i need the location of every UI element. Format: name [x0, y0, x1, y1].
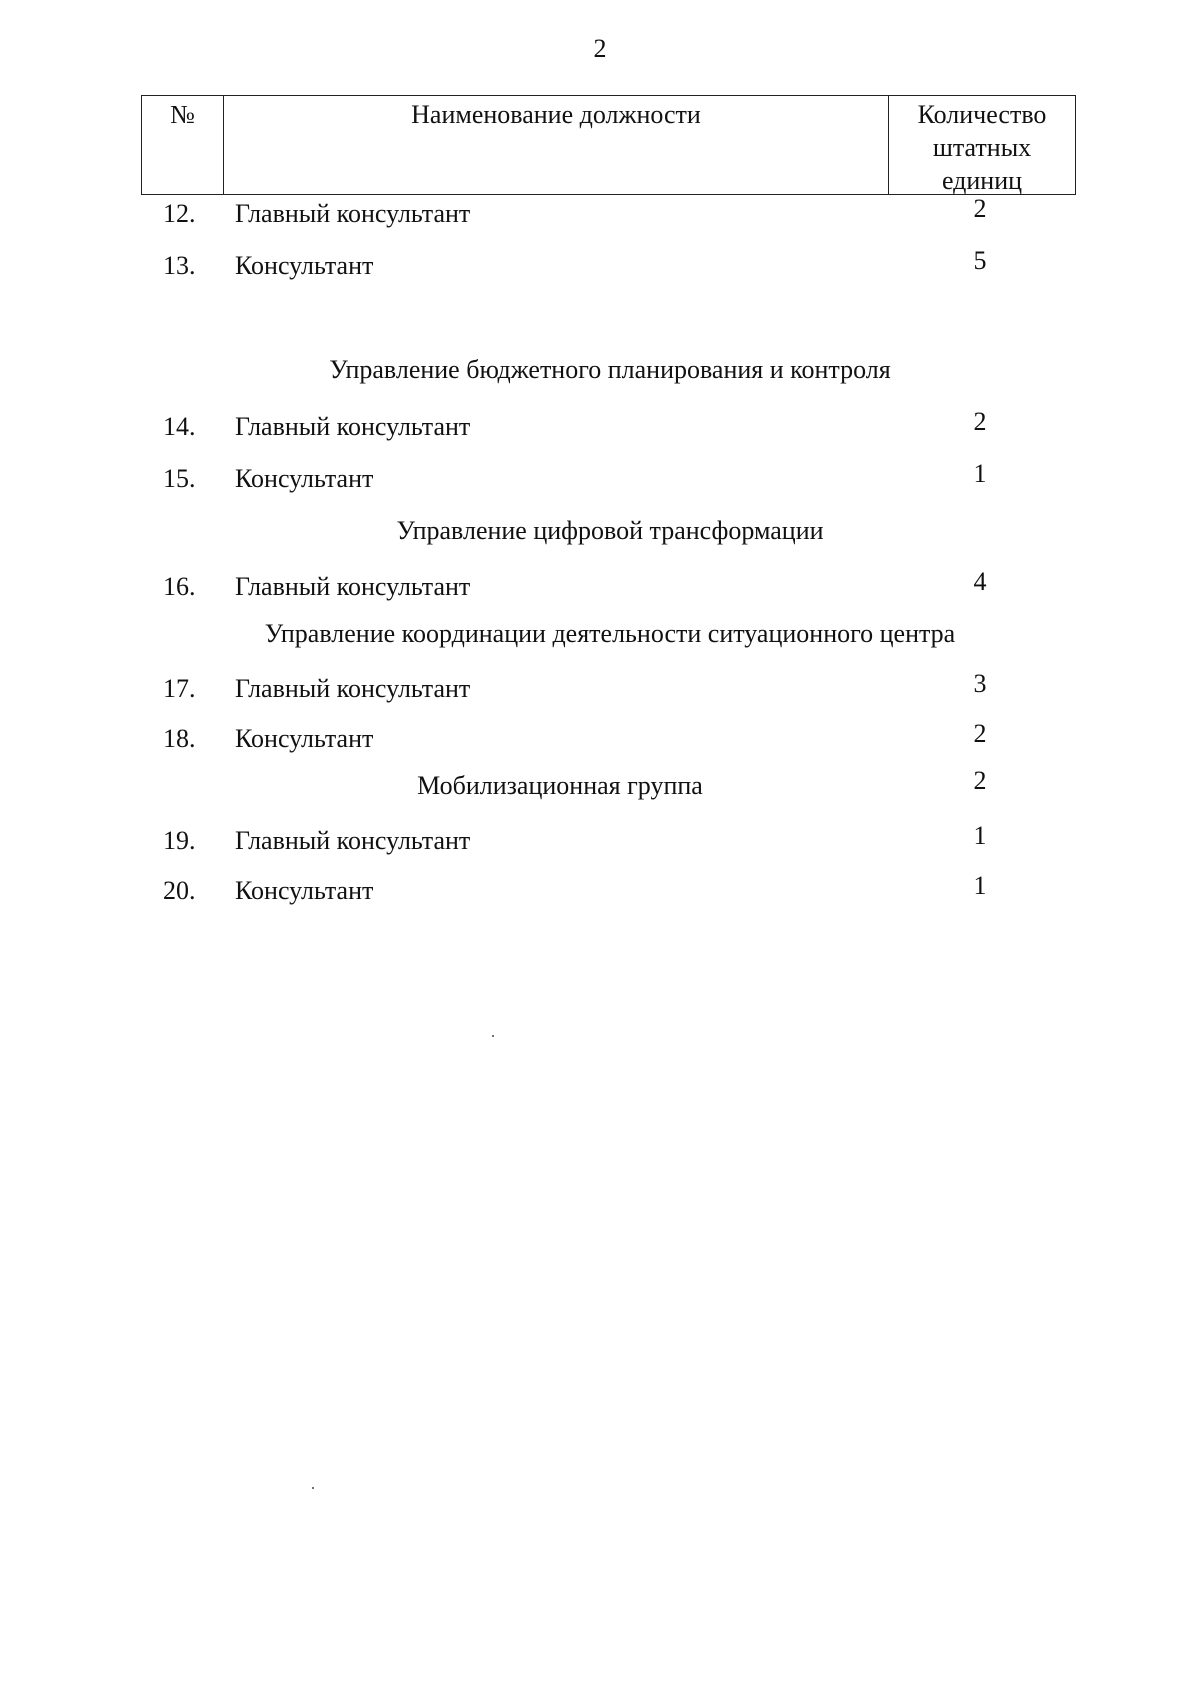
scan-speck — [312, 1487, 314, 1489]
position-title: Консультант — [235, 876, 374, 905]
table-row — [0, 194, 1200, 231]
section-title: Мобилизационная группа — [417, 771, 703, 800]
row-number: 16. — [163, 572, 196, 601]
position-quantity: 4 — [973, 567, 987, 596]
row-number: 14. — [163, 412, 196, 441]
table-row — [0, 871, 1200, 908]
table-header — [141, 95, 1076, 195]
position-title: Консультант — [235, 464, 374, 493]
table-row — [0, 669, 1200, 706]
position-quantity: 2 — [973, 719, 987, 748]
row-number: 13. — [163, 251, 196, 280]
table-row — [0, 407, 1200, 444]
position-title: Главный консультант — [235, 674, 471, 703]
position-title: Главный консультант — [235, 572, 471, 601]
column-header-number: № — [142, 96, 224, 194]
position-title: Консультант — [235, 724, 374, 753]
scan-speck — [492, 1035, 494, 1037]
position-title: Консультант — [235, 251, 374, 280]
position-quantity: 2 — [973, 194, 987, 223]
section-heading — [0, 617, 1200, 651]
position-title: Главный консультант — [235, 826, 471, 855]
table-row — [0, 719, 1200, 756]
section-heading — [0, 353, 1200, 387]
position-quantity: 1 — [973, 459, 987, 488]
column-header-position: Наименование должности — [224, 96, 889, 194]
row-number: 12. — [163, 199, 196, 228]
section-title: Управление бюджетного планирования и контроля — [329, 355, 891, 384]
row-number: 15. — [163, 464, 196, 493]
section-title: Управление координации деятельности ситуационного центра — [264, 619, 956, 648]
table-row — [0, 459, 1200, 496]
section-heading — [0, 514, 1200, 548]
position-quantity: 2 — [973, 407, 987, 436]
page-number: 2 — [593, 34, 607, 63]
section-quantity: 2 — [973, 766, 987, 795]
table-row — [0, 567, 1200, 604]
position-quantity: 5 — [973, 246, 987, 275]
column-header-quantity — [889, 96, 1075, 194]
column-header-quantity-line: единиц — [941, 166, 1023, 195]
row-number: 17. — [163, 674, 196, 703]
row-number: 20. — [163, 876, 196, 905]
row-number: 19. — [163, 826, 196, 855]
column-header-quantity-line: штатных — [932, 133, 1032, 162]
row-number: 18. — [163, 724, 196, 753]
column-header-quantity-line: Количество — [917, 100, 1047, 129]
section-heading — [0, 766, 1200, 803]
section-title: Управление цифровой трансформации — [396, 516, 824, 545]
position-title: Главный консультант — [235, 199, 471, 228]
table-row — [0, 246, 1200, 283]
position-quantity: 1 — [973, 821, 987, 850]
position-quantity: 3 — [973, 669, 987, 698]
table-row — [0, 821, 1200, 858]
position-quantity: 1 — [973, 871, 987, 900]
position-title: Главный консультант — [235, 412, 471, 441]
